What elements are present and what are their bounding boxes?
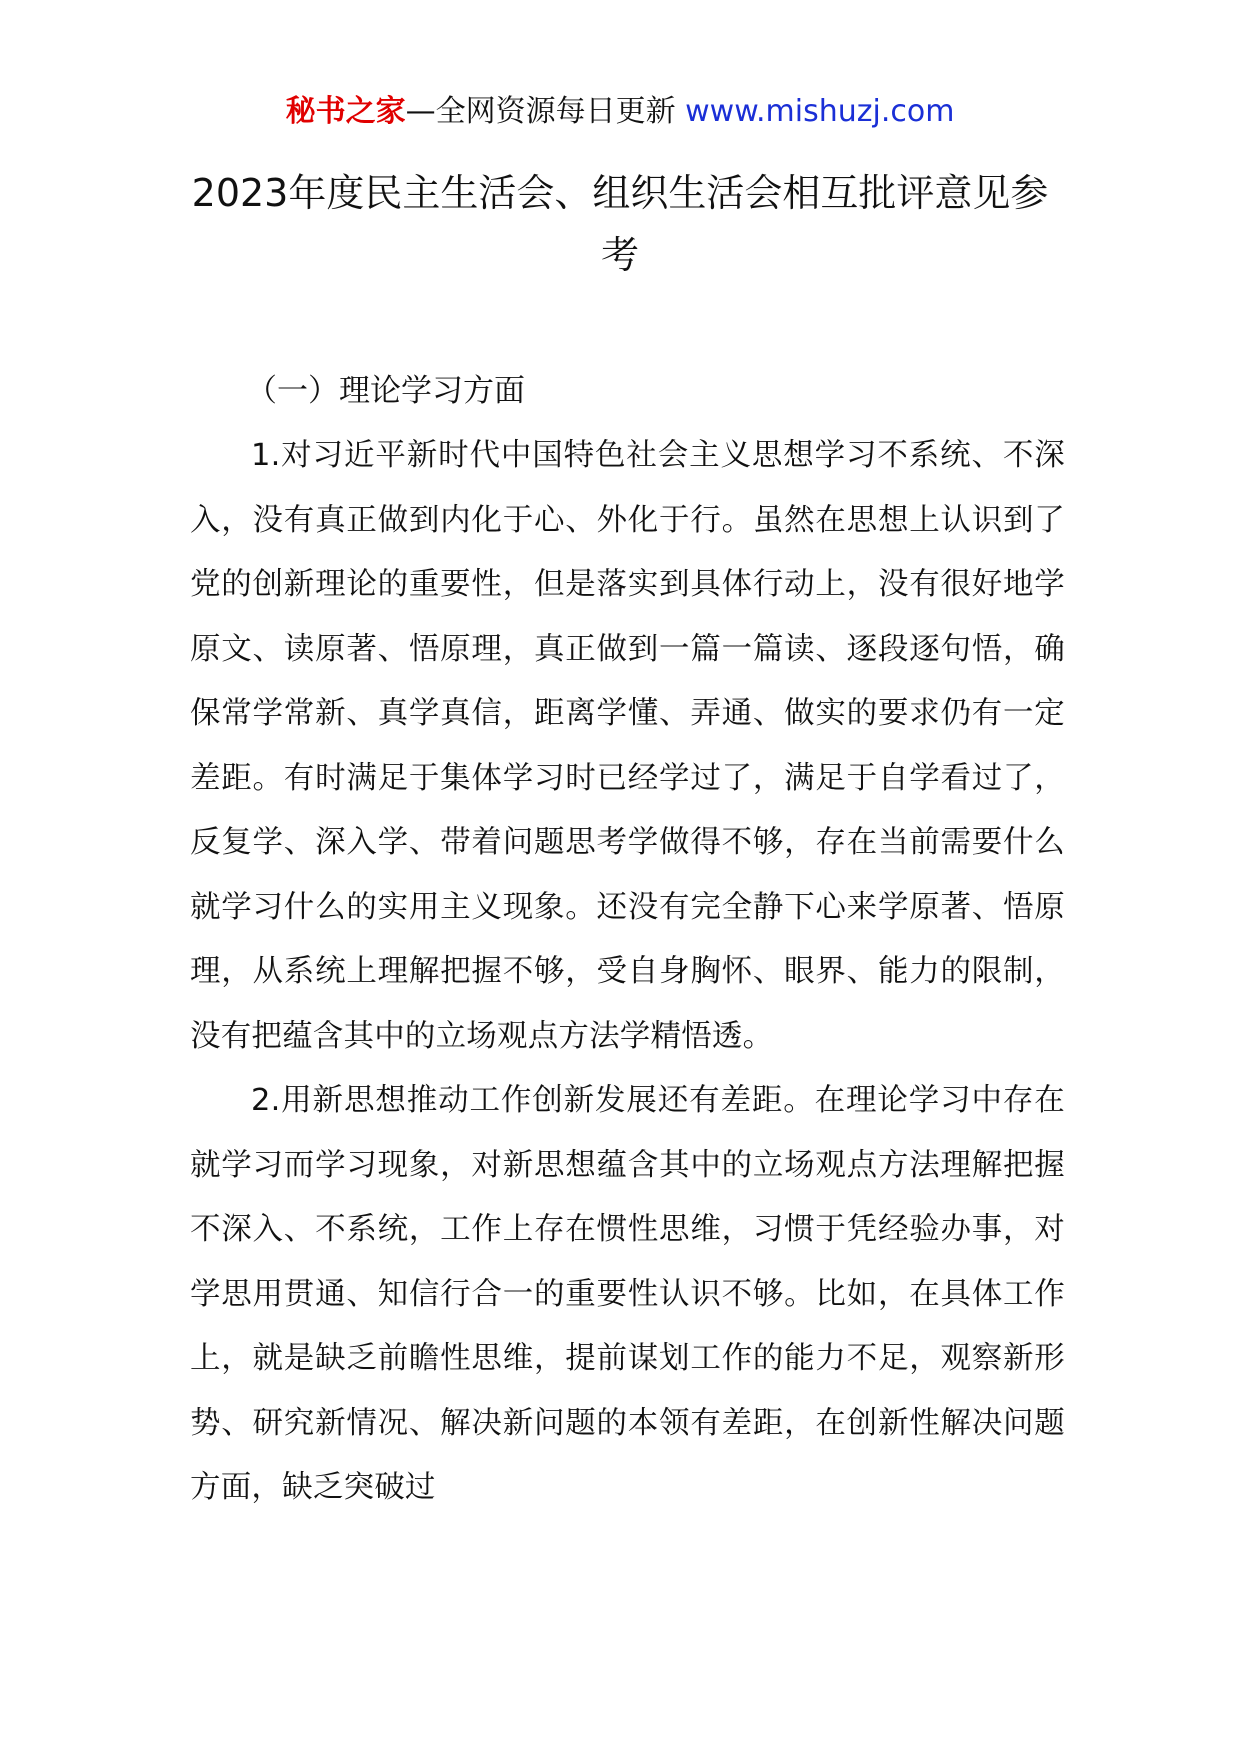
- paragraph-1: 1.对习近平新时代中国特色社会主义思想学习不系统、不深入，没有真正做到内化于心、外化于行。虽然在思想上认识到了党的创新理论的重要性，但是落实到具体行动上，没有很好地学原文、读原著、悟原理，真正做到一篇一篇读、逐段逐句悟，确保常学常新、真学真信，距离学懂、弄通、做实的要求仍有一定差距。有时满足于集体学习时已经学过了，满足于自学看过了，反复学、深入学、带着问题思考学做得不够，存在当前需要什么就学习什么的实用主义现象。还没有完全静下心来学原著、悟原理，从系统上理解把握不够，受自身胸怀、眼界、能力的限制，没有把蕴含其中的立场观点方法学精悟透。: [190, 438, 1065, 1054]
- site-slogan: —全网资源每日更新: [405, 94, 676, 129]
- document-body: [190, 358, 1065, 1521]
- document-title: 2023年度民主生活会、组织生活会相互批评意见参考: [191, 171, 1049, 277]
- section-heading: （一）理论学习方面: [246, 373, 525, 409]
- site-url-link[interactable]: www.mishuzj.com: [685, 94, 955, 129]
- site-header: [0, 92, 1240, 132]
- site-brand: 秘书之家: [285, 94, 406, 129]
- paragraph-2: 2.用新思想推动工作创新发展还有差距。在理论学习中存在就学习而学习现象，对新思想蕴含其中的立场观点方法理解把握不深入、不系统，工作上存在惯性思维，习惯于凭经验办事，对学思用贯通、知信行合一的重要性认识不够。比如，在具体工作上，就是缺乏前瞻性思维，提前谋划工作的能力不足，观察新形势、研究新情况、解决新问题的本领有差距，在创新性解决问题方面，缺乏突破过: [190, 1083, 1065, 1505]
